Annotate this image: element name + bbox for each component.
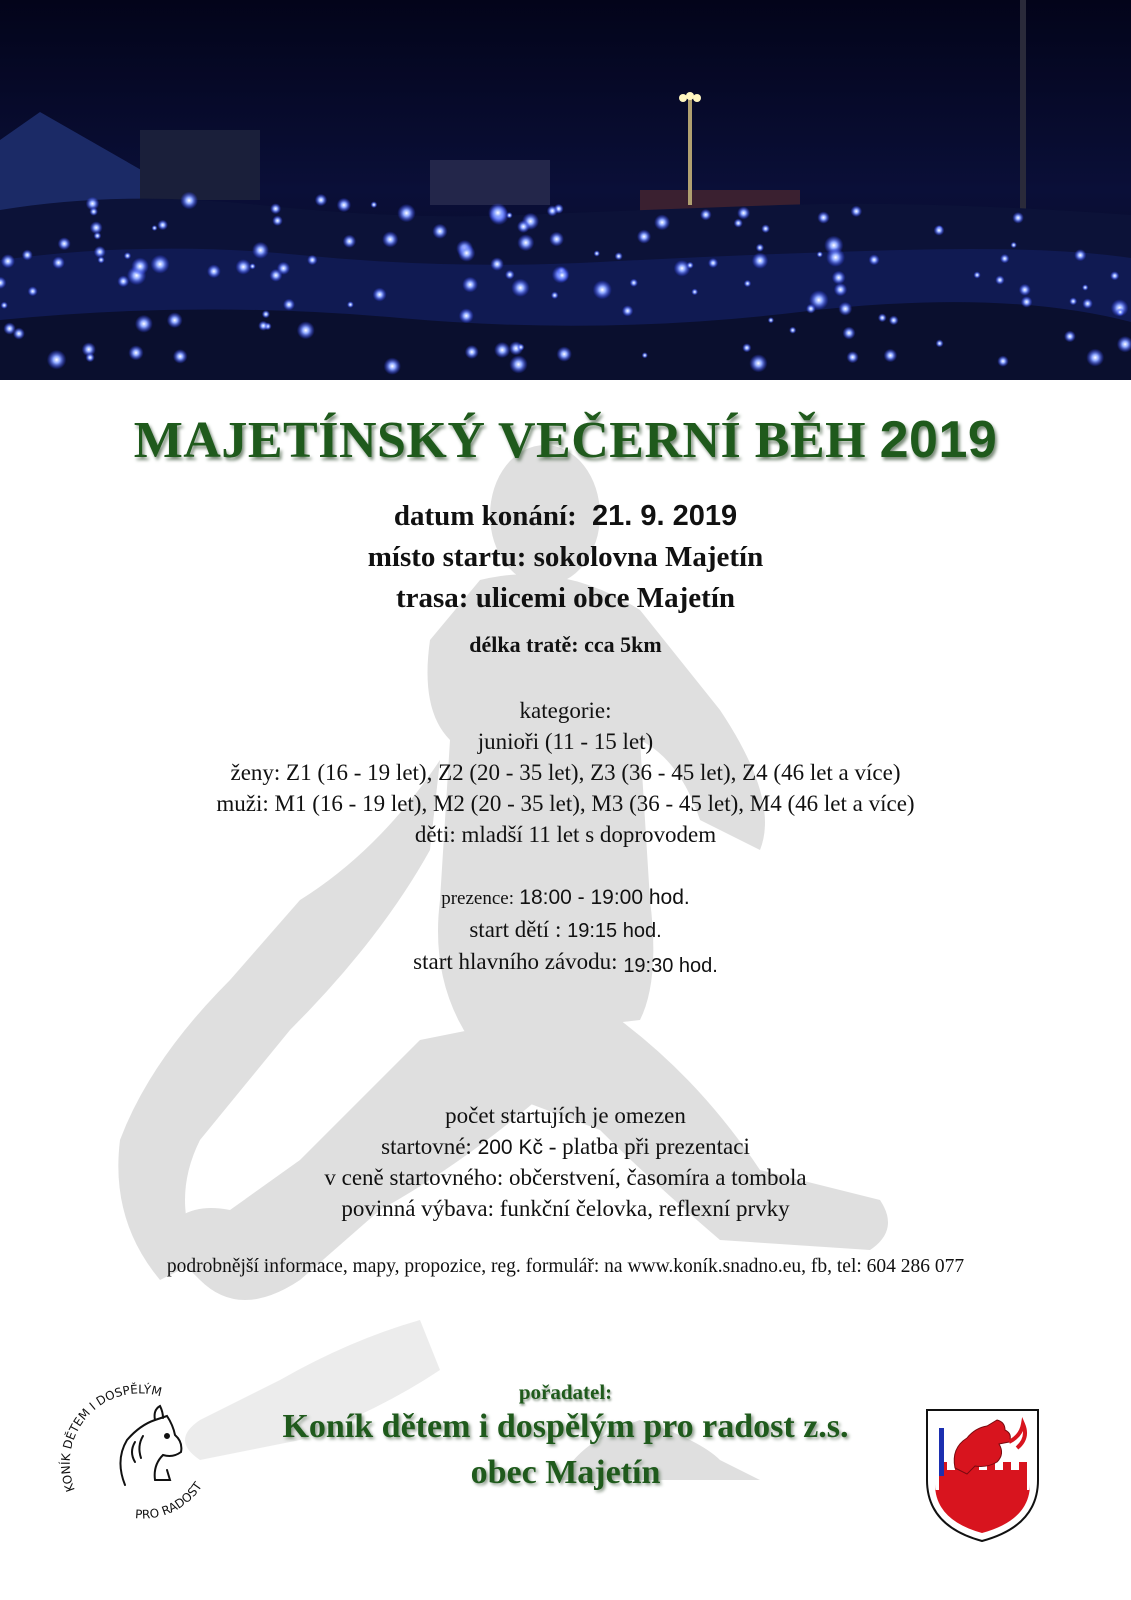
headlamp-light <box>131 258 149 276</box>
headlamp-light <box>373 288 387 302</box>
headlamp-light <box>878 313 887 322</box>
svg-text:KONÍK DĚTEM I DOSPĚLÝM <box>58 1381 163 1493</box>
fee-label: startovné: <box>381 1134 472 1159</box>
kids-start-line <box>0 914 1131 947</box>
konik-logo <box>55 1380 225 1535</box>
headlamp-light <box>236 259 252 275</box>
horse-head-icon <box>55 1380 225 1530</box>
headlamp-light <box>371 201 378 208</box>
headlamp-light <box>1116 308 1124 316</box>
headlamp-light <box>884 349 898 363</box>
headlamp-light <box>490 257 504 271</box>
headlamp-light <box>283 299 295 311</box>
headlamp-light <box>749 354 767 372</box>
svg-text:PRO RADOST <box>135 1479 206 1522</box>
headlamp-light <box>594 250 600 256</box>
headlamp-light <box>167 312 183 328</box>
headlamp-light <box>28 286 38 296</box>
headlamp-light <box>869 254 880 265</box>
logo-bottom-text: PRO RADOST <box>134 1479 205 1522</box>
organizer-label: pořadatel: <box>518 1380 613 1404</box>
category-juniors: junioři (11 - 15 let) <box>477 729 654 754</box>
registration-time: 18:00 - 19:00 hod. <box>519 886 690 909</box>
event-date-line <box>0 496 1131 537</box>
headlamp-light <box>1012 212 1024 224</box>
headlamp-light <box>768 317 774 323</box>
headlamp-light <box>509 355 527 373</box>
headlamp-light <box>315 194 327 206</box>
headlamp-light <box>297 321 315 339</box>
headlamp-light <box>737 207 750 220</box>
headlamp-light <box>847 351 859 363</box>
headlamp-light <box>180 192 198 210</box>
headlamp-light <box>85 353 94 362</box>
headlamp-light <box>761 224 770 233</box>
majetin-coat-of-arms-icon <box>925 1408 1040 1543</box>
majetin-coat-of-arms <box>925 1408 1040 1548</box>
headlamp-light <box>89 207 98 216</box>
headlamp-light <box>654 214 670 230</box>
headlamp-light <box>691 289 698 296</box>
headlamp-light <box>708 258 718 268</box>
headlamp-light <box>307 255 317 265</box>
headlamp-light <box>1086 349 1104 367</box>
headlamp-light <box>551 292 559 300</box>
headlamp-light <box>517 344 524 351</box>
headlamp-light <box>889 315 899 325</box>
headlamp-light <box>249 263 255 269</box>
date-label: datum konání: <box>393 500 577 532</box>
mandatory-equipment: povinná výbava: funkční čelovka, reflexní prvky <box>341 1196 790 1221</box>
headlamp-light <box>834 283 847 296</box>
headlamp-light <box>789 327 796 334</box>
headlamp-light <box>817 211 829 223</box>
headlamp-light <box>752 253 768 269</box>
headlamp-light <box>593 280 612 299</box>
headlamp-light <box>459 308 474 323</box>
categories-heading: kategorie: <box>519 698 612 723</box>
headlamp-light <box>343 235 356 248</box>
headlamp-light <box>934 225 945 236</box>
headlamp-light <box>687 262 694 269</box>
headlamp-light <box>462 277 478 293</box>
category-men: muži: M1 (16 - 19 let), M2 (20 - 35 let), M3 (36 - 45 let), M4 (46 let a více) <box>216 791 915 816</box>
headlamp-light <box>734 219 743 228</box>
headlamp-light <box>851 206 863 218</box>
date-value: 21. 9. 2019 <box>592 500 738 532</box>
headlamp-light <box>13 328 25 340</box>
fee-rest: - platba při prezentaci <box>548 1134 750 1159</box>
logo-top-text: KONÍK DĚTEM I DOSPĚLÝM <box>58 1382 164 1494</box>
headlamp-light <box>742 343 751 352</box>
headlamp-light <box>936 339 944 347</box>
headlamp-light <box>505 270 515 280</box>
headlamp-light <box>94 232 102 240</box>
headlamp-light <box>1082 298 1093 309</box>
headlamp-light <box>157 220 168 231</box>
track-length: délka tratě: cca 5km <box>469 632 662 657</box>
headlamp-light <box>826 248 845 267</box>
header-photo <box>0 0 1131 380</box>
headlamp-light <box>270 203 281 214</box>
headlamp-light <box>494 342 510 358</box>
headlamp-light <box>117 275 129 287</box>
headlamp-light <box>511 279 529 297</box>
headlamp-light <box>52 256 65 269</box>
night-crowd-illustration <box>0 0 1131 380</box>
headlamp-light <box>997 356 1008 367</box>
headlamp-light <box>622 305 633 316</box>
kids-start-label: start dětí : <box>469 917 562 942</box>
main-start-label: start hlavního závodu: <box>413 949 618 974</box>
headlamp-light <box>1011 242 1017 248</box>
headlamp-light <box>1021 296 1033 308</box>
headlamp-light <box>817 251 823 257</box>
headlamp-light <box>674 260 691 277</box>
headlamp-light <box>1074 249 1086 261</box>
kids-start-time: 19:15 hod. <box>567 920 662 942</box>
headlamp-light <box>630 279 638 287</box>
organizer-name: Koník dětem i dospělým pro radost z.s. <box>282 1408 849 1445</box>
organizer-municipality: obec Majetín <box>470 1454 661 1491</box>
headlamp-light <box>173 349 188 364</box>
headlamp-light <box>1110 271 1119 280</box>
headlamp-light <box>47 350 67 370</box>
headlamp-light <box>432 224 447 239</box>
headlamp-light <box>0 302 7 309</box>
title-year: 2019 <box>879 411 998 469</box>
headlamp-light <box>262 310 270 318</box>
headlamp-light <box>258 321 268 331</box>
page-title <box>0 410 1131 470</box>
fee-line <box>0 1131 1131 1163</box>
headlamp-light <box>517 234 534 251</box>
headlamp-light <box>98 256 105 263</box>
headlamp-light <box>272 215 283 226</box>
headlamp-light <box>207 264 221 278</box>
headlamp-light <box>397 204 415 222</box>
headlamp-light <box>700 209 712 221</box>
headlamp-light <box>135 315 153 333</box>
headlamp-light <box>637 230 651 244</box>
title-main: MAJETÍNSKÝ VEČERNÍ BĚH <box>133 412 867 469</box>
headlamp-light <box>94 246 106 258</box>
headlamp-light <box>843 327 856 340</box>
headlamp-light <box>458 244 475 261</box>
registration-label: prezence: <box>441 888 515 909</box>
headlamp-light <box>615 252 623 260</box>
headlamp-light <box>152 225 158 231</box>
headlamp-light <box>555 269 569 283</box>
headlamp-light <box>277 262 290 275</box>
headlamp-light <box>22 250 33 261</box>
headlamp-light <box>517 220 530 233</box>
fee-included: v ceně startovného: občerstvení, časomíra a tombola <box>324 1165 807 1190</box>
start-place: místo startu: sokolovna Majetín <box>367 541 764 573</box>
headlamp-light <box>744 280 751 287</box>
headlamp-light <box>838 302 852 316</box>
contact-info: podrobnější informace, mapy, propozice, reg. formulář: na www.koník.snadno.eu, fb, tel: 604 286 077 <box>166 1256 965 1277</box>
headlamp-light <box>128 345 143 360</box>
headlamp-light <box>1 254 15 268</box>
category-children: děti: mladší 11 let s doprovodem <box>414 822 717 847</box>
headlamp-light <box>1019 284 1031 296</box>
main-start-line <box>0 946 1131 979</box>
headlamp-light <box>337 198 351 212</box>
headlamp-light <box>124 252 131 259</box>
headlamp-light <box>549 232 564 247</box>
headlamp-light <box>1000 254 1009 263</box>
headlamp-light <box>642 352 648 358</box>
headlamp-light <box>58 237 71 250</box>
headlamp-light <box>756 244 764 252</box>
fee-value: 200 Kč <box>477 1136 543 1159</box>
headlamp-light <box>384 358 401 375</box>
headlamp-light <box>557 346 572 361</box>
headlamp-light <box>974 271 981 278</box>
headlamp-light <box>1082 284 1088 290</box>
headlamp-light <box>347 301 354 308</box>
registration-line <box>0 882 1131 914</box>
category-women: ženy: Z1 (16 - 19 let), Z2 (20 - 35 let), Z3 (36 - 45 let), Z4 (46 let a více) <box>230 760 901 785</box>
main-start-time: 19:30 hod. <box>623 955 718 977</box>
headlamp-light <box>488 203 508 223</box>
headlamp-light <box>832 271 846 285</box>
headlamp-light <box>809 290 829 310</box>
headlamp-light <box>547 205 558 216</box>
headlamp-light <box>1064 331 1076 343</box>
headlamp-light <box>465 345 479 359</box>
headlamp-light <box>382 231 398 247</box>
headlamp-light <box>995 275 1004 284</box>
headlamp-light <box>1069 297 1077 305</box>
headlamp-light <box>151 255 170 274</box>
headlamp-light <box>252 242 269 259</box>
participant-limit: počet startujích je omezen <box>445 1103 686 1128</box>
route: trasa: ulicemi obce Majetín <box>395 582 736 614</box>
